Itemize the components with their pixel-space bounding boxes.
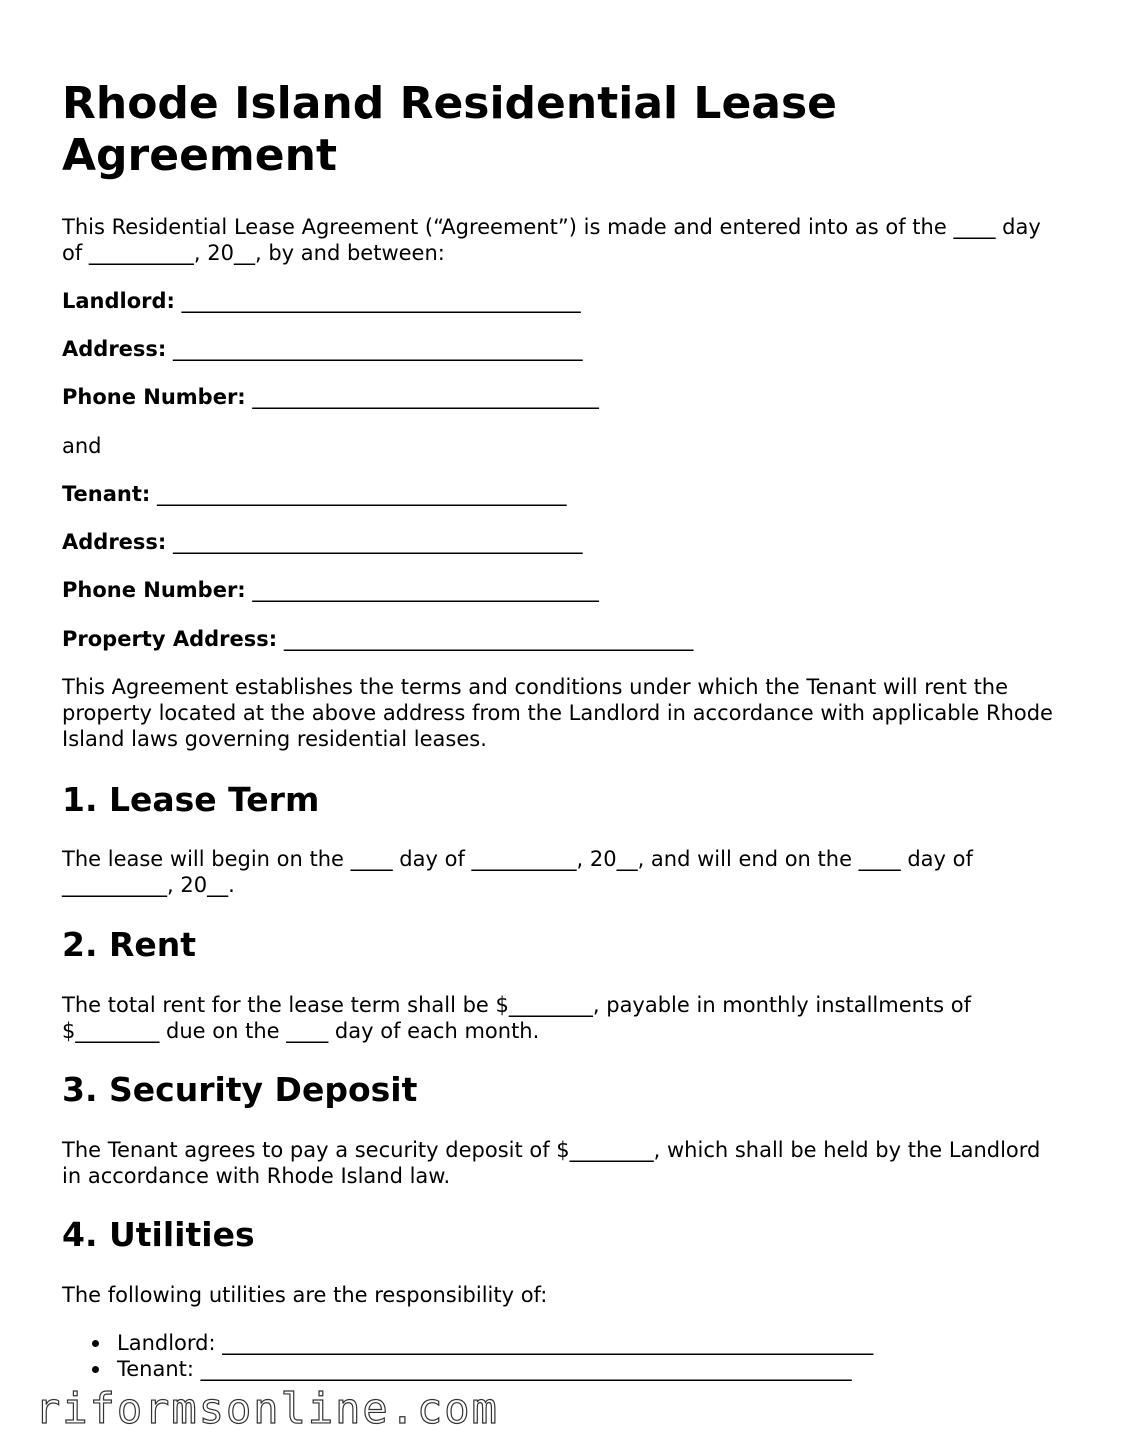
landlord-phone-field[interactable] xyxy=(62,384,599,410)
field-blank: _________________________________ xyxy=(252,385,599,409)
tenant-name-field[interactable] xyxy=(62,481,566,507)
field-label: Address: xyxy=(62,530,167,554)
section-heading-lease-term: 1. Lease Term xyxy=(62,780,320,819)
tenant-phone-field[interactable] xyxy=(62,577,599,603)
section-body-security-deposit: The Tenant agrees to pay a security deposit of $________, which shall be held by the Landlord in accordance with Rhode Island law. xyxy=(62,1138,1041,1188)
utility-label: Landlord: xyxy=(117,1331,216,1355)
field-blank: _______________________________________ xyxy=(156,482,567,506)
section-heading-rent: 2. Rent xyxy=(62,925,197,964)
section-heading-utilities: 4. Utilities xyxy=(62,1215,255,1254)
field-blank: _______________________________________ xyxy=(173,530,583,554)
section-body-lease-term: The lease will begin on the ____ day of __________, 20__, and will end on the ____ day of __________, 20__. xyxy=(62,847,973,897)
section-body-utilities: The following utilities are the responsibility of: xyxy=(62,1283,548,1307)
field-label: Address: xyxy=(62,337,167,361)
document-title: Rhode Island Residential Lease Agreement xyxy=(62,78,838,181)
watermark-text: riformsonline.com xyxy=(35,1384,499,1433)
intro-paragraph: This Residential Lease Agreement (“Agreement”) is made and entered into as of the ____ day of __________, 20__, by and between: xyxy=(62,215,1041,265)
bullet-icon xyxy=(92,1340,99,1347)
utility-blank: ______________________________________________________________ xyxy=(200,1357,852,1381)
and-text: and xyxy=(62,434,102,458)
utilities-list xyxy=(62,1330,873,1382)
field-blank: _______________________________________ xyxy=(173,337,583,361)
field-label: Landlord: xyxy=(62,289,175,313)
list-item-landlord-utilities[interactable] xyxy=(62,1330,873,1356)
field-label: Tenant: xyxy=(62,482,151,506)
field-blank: _________________________________ xyxy=(252,578,599,602)
landlord-address-field[interactable] xyxy=(62,336,583,362)
property-address-field[interactable] xyxy=(62,626,693,652)
field-label: Phone Number: xyxy=(62,578,246,602)
bullet-icon xyxy=(92,1366,99,1373)
utility-label: Tenant: xyxy=(117,1357,194,1381)
tenant-address-field[interactable] xyxy=(62,529,583,555)
utility-blank: ______________________________________________________________ xyxy=(222,1331,874,1355)
section-body-rent: The total rent for the lease term shall be $________, payable in monthly installments of $________ due on the ____ day of each month. xyxy=(62,993,972,1043)
list-item-tenant-utilities[interactable] xyxy=(62,1356,873,1382)
landlord-name-field[interactable] xyxy=(62,288,581,314)
section-heading-security-deposit: 3. Security Deposit xyxy=(62,1070,418,1109)
purpose-paragraph: This Agreement establishes the terms and conditions under which the Tenant will rent the property located at the above address from the Landlord in accordance with applicable Rhode Island laws governing residential leases. xyxy=(62,675,1053,751)
field-label: Phone Number: xyxy=(62,385,246,409)
field-blank: ______________________________________ xyxy=(181,289,581,313)
field-label: Property Address: xyxy=(62,627,278,651)
field-blank: _______________________________________ xyxy=(283,627,694,651)
